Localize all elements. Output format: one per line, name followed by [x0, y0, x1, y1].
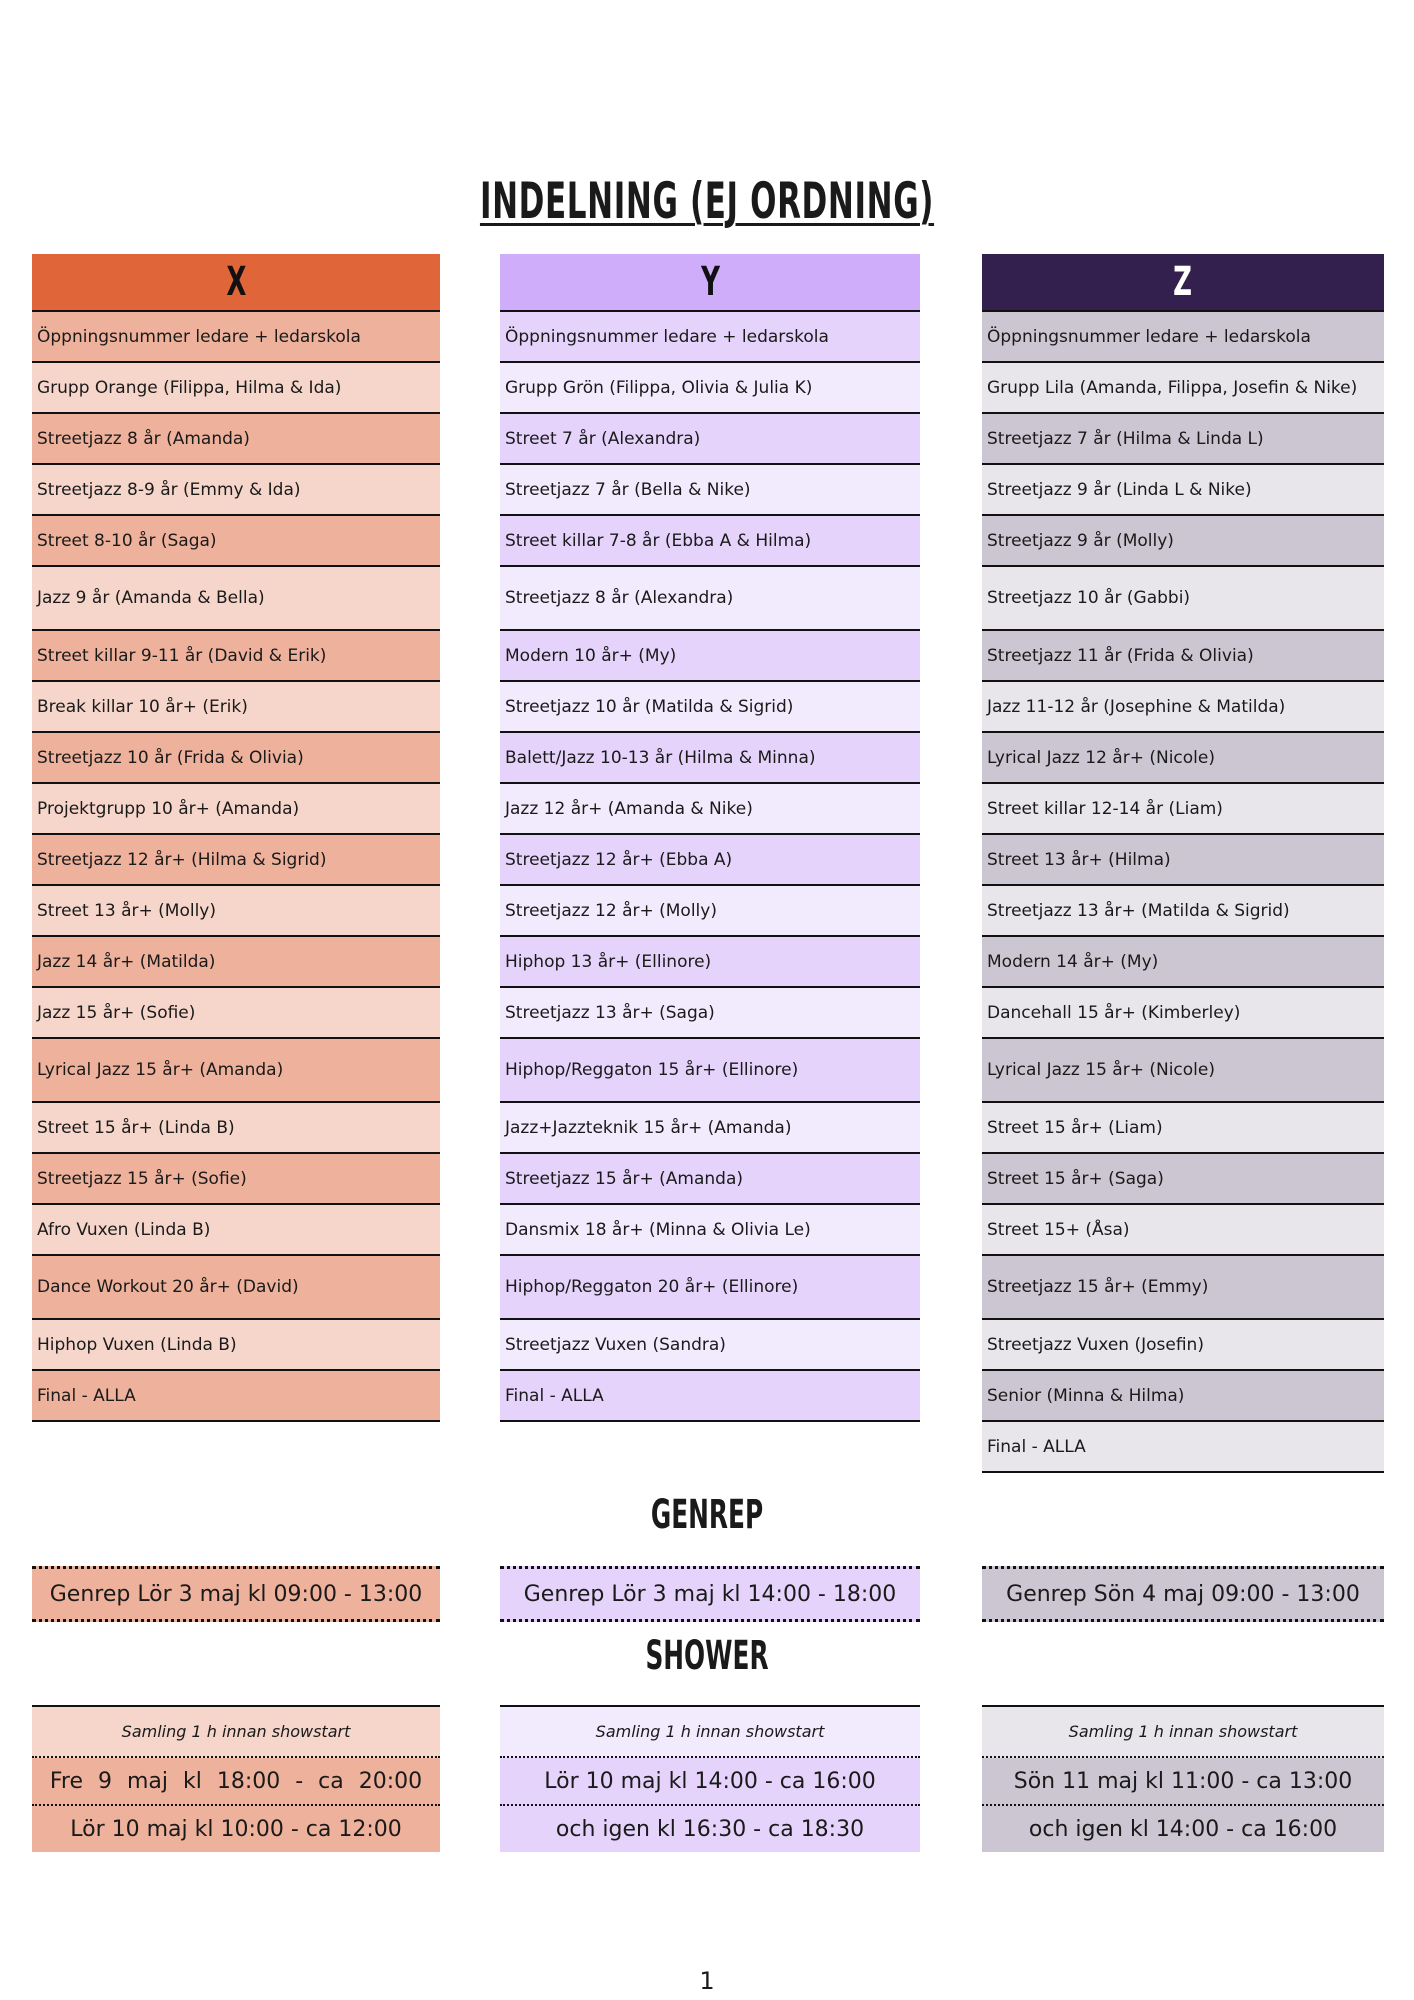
- schedule-row: Dansmix 18 år+ (Minna & Olivia Le): [500, 1205, 920, 1256]
- column-header: [32, 254, 440, 312]
- show-time-1: Sön 11 maj kl 11:00 - ca 13:00: [982, 1758, 1384, 1806]
- show-note: Samling 1 h innan showstart: [500, 1705, 920, 1758]
- page-number: 1: [699, 1967, 715, 1995]
- schedule-row: Streetjazz 15 år+ (Sofie): [32, 1154, 440, 1205]
- schedule-row: Jazz 14 år+ (Matilda): [32, 937, 440, 988]
- schedule-row: Street killar 9-11 år (David & Erik): [32, 631, 440, 682]
- schedule-row: Streetjazz 13 år+ (Saga): [500, 988, 920, 1039]
- genrep-heading: GENREP: [650, 1492, 764, 1538]
- schedule-row: Grupp Lila (Amanda, Filippa, Josefin & Nike): [982, 363, 1384, 414]
- column-header-label: X: [225, 259, 247, 305]
- show-block-x: [32, 1705, 440, 1852]
- schedule-row: Streetjazz 10 år (Frida & Olivia): [32, 733, 440, 784]
- schedule-row: Street killar 12-14 år (Liam): [982, 784, 1384, 835]
- schedule-row: Jazz 12 år+ (Amanda & Nike): [500, 784, 920, 835]
- schedule-row: Street 13 år+ (Hilma): [982, 835, 1384, 886]
- schedule-row: Street 13 år+ (Molly): [32, 886, 440, 937]
- schedule-row: Streetjazz 15 år+ (Amanda): [500, 1154, 920, 1205]
- schedule-row: Hiphop/Reggaton 15 år+ (Ellinore): [500, 1039, 920, 1103]
- schedule-row: Senior (Minna & Hilma): [982, 1371, 1384, 1422]
- schedule-row: Streetjazz Vuxen (Sandra): [500, 1320, 920, 1371]
- column-z: [982, 254, 1384, 1473]
- schedule-row: Öppningsnummer ledare + ledarskola: [32, 312, 440, 363]
- schedule-row: Final - ALLA: [982, 1422, 1384, 1473]
- schedule-row: Streetjazz Vuxen (Josefin): [982, 1320, 1384, 1371]
- schedule-row: Lyrical Jazz 15 år+ (Amanda): [32, 1039, 440, 1103]
- schedule-row: Jazz 15 år+ (Sofie): [32, 988, 440, 1039]
- show-note: Samling 1 h innan showstart: [982, 1705, 1384, 1758]
- schedule-row: Grupp Grön (Filippa, Olivia & Julia K): [500, 363, 920, 414]
- schedule-row: Jazz+Jazzteknik 15 år+ (Amanda): [500, 1103, 920, 1154]
- schedule-row: Streetjazz 11 år (Frida & Olivia): [982, 631, 1384, 682]
- schedule-row: Jazz 11-12 år (Josephine & Matilda): [982, 682, 1384, 733]
- show-time-2: Lör 10 maj kl 10:00 - ca 12:00: [32, 1806, 440, 1852]
- schedule-row: Streetjazz 12 år+ (Hilma & Sigrid): [32, 835, 440, 886]
- schedule-row: Jazz 9 år (Amanda & Bella): [32, 567, 440, 631]
- schedule-row: Break killar 10 år+ (Erik): [32, 682, 440, 733]
- show-block-y: [500, 1705, 920, 1852]
- schedule-row: Hiphop 13 år+ (Ellinore): [500, 937, 920, 988]
- schedule-row: Streetjazz 12 år+ (Ebba A): [500, 835, 920, 886]
- schedule-row: Dance Workout 20 år+ (David): [32, 1256, 440, 1320]
- schedule-row: Projektgrupp 10 år+ (Amanda): [32, 784, 440, 835]
- schedule-row: Streetjazz 9 år (Molly): [982, 516, 1384, 567]
- schedule-row: Hiphop/Reggaton 20 år+ (Ellinore): [500, 1256, 920, 1320]
- schedule-row: Street 15 år+ (Linda B): [32, 1103, 440, 1154]
- schedule-row: Street killar 7-8 år (Ebba A & Hilma): [500, 516, 920, 567]
- show-time-1: Fre 9 maj kl 18:00 - ca 20:00: [32, 1758, 440, 1806]
- schedule-row: Streetjazz 10 år (Matilda & Sigrid): [500, 682, 920, 733]
- schedule-row: Street 15+ (Åsa): [982, 1205, 1384, 1256]
- schedule-row: Streetjazz 7 år (Hilma & Linda L): [982, 414, 1384, 465]
- schedule-row: Öppningsnummer ledare + ledarskola: [500, 312, 920, 363]
- column-header-label: Z: [1173, 259, 1193, 305]
- column-y: [500, 254, 920, 1422]
- schedule-row: Streetjazz 9 år (Linda L & Nike): [982, 465, 1384, 516]
- schedule-row: Street 7 år (Alexandra): [500, 414, 920, 465]
- schedule-row: Hiphop Vuxen (Linda B): [32, 1320, 440, 1371]
- schedule-row: Final - ALLA: [500, 1371, 920, 1422]
- schedule-row: Street 15 år+ (Liam): [982, 1103, 1384, 1154]
- genrep-x: Genrep Lör 3 maj kl 09:00 - 13:00: [32, 1566, 440, 1622]
- column-header: [982, 254, 1384, 312]
- show-time-2: och igen kl 14:00 - ca 16:00: [982, 1806, 1384, 1852]
- schedule-row: Streetjazz 7 år (Bella & Nike): [500, 465, 920, 516]
- column-header-label: Y: [700, 259, 720, 305]
- schedule-row: Streetjazz 10 år (Gabbi): [982, 567, 1384, 631]
- schedule-row: Modern 14 år+ (My): [982, 937, 1384, 988]
- schedule-row: Streetjazz 8 år (Alexandra): [500, 567, 920, 631]
- schedule-row: Öppningsnummer ledare + ledarskola: [982, 312, 1384, 363]
- show-note: Samling 1 h innan showstart: [32, 1705, 440, 1758]
- schedule-row: Lyrical Jazz 12 år+ (Nicole): [982, 733, 1384, 784]
- genrep-z: Genrep Sön 4 maj 09:00 - 13:00: [982, 1566, 1384, 1622]
- schedule-row: Streetjazz 15 år+ (Emmy): [982, 1256, 1384, 1320]
- schedule-row: Afro Vuxen (Linda B): [32, 1205, 440, 1256]
- schedule-row: Streetjazz 8-9 år (Emmy & Ida): [32, 465, 440, 516]
- show-time-1: Lör 10 maj kl 14:00 - ca 16:00: [500, 1758, 920, 1806]
- shower-heading: SHOWER: [645, 1633, 769, 1679]
- schedule-row: Final - ALLA: [32, 1371, 440, 1422]
- schedule-row: Streetjazz 12 år+ (Molly): [500, 886, 920, 937]
- genrep-y: Genrep Lör 3 maj kl 14:00 - 18:00: [500, 1566, 920, 1622]
- schedule-row: Street 15 år+ (Saga): [982, 1154, 1384, 1205]
- page-title: INDELNING (EJ ORDNING): [479, 172, 935, 230]
- schedule-row: Balett/Jazz 10-13 år (Hilma & Minna): [500, 733, 920, 784]
- schedule-row: Lyrical Jazz 15 år+ (Nicole): [982, 1039, 1384, 1103]
- schedule-row: Streetjazz 8 år (Amanda): [32, 414, 440, 465]
- schedule-row: Grupp Orange (Filippa, Hilma & Ida): [32, 363, 440, 414]
- schedule-row: Streetjazz 13 år+ (Matilda & Sigrid): [982, 886, 1384, 937]
- show-block-z: [982, 1705, 1384, 1852]
- schedule-row: Street 8-10 år (Saga): [32, 516, 440, 567]
- column-x: [32, 254, 440, 1422]
- column-header: [500, 254, 920, 312]
- schedule-row: Dancehall 15 år+ (Kimberley): [982, 988, 1384, 1039]
- schedule-row: Modern 10 år+ (My): [500, 631, 920, 682]
- show-time-2: och igen kl 16:30 - ca 18:30: [500, 1806, 920, 1852]
